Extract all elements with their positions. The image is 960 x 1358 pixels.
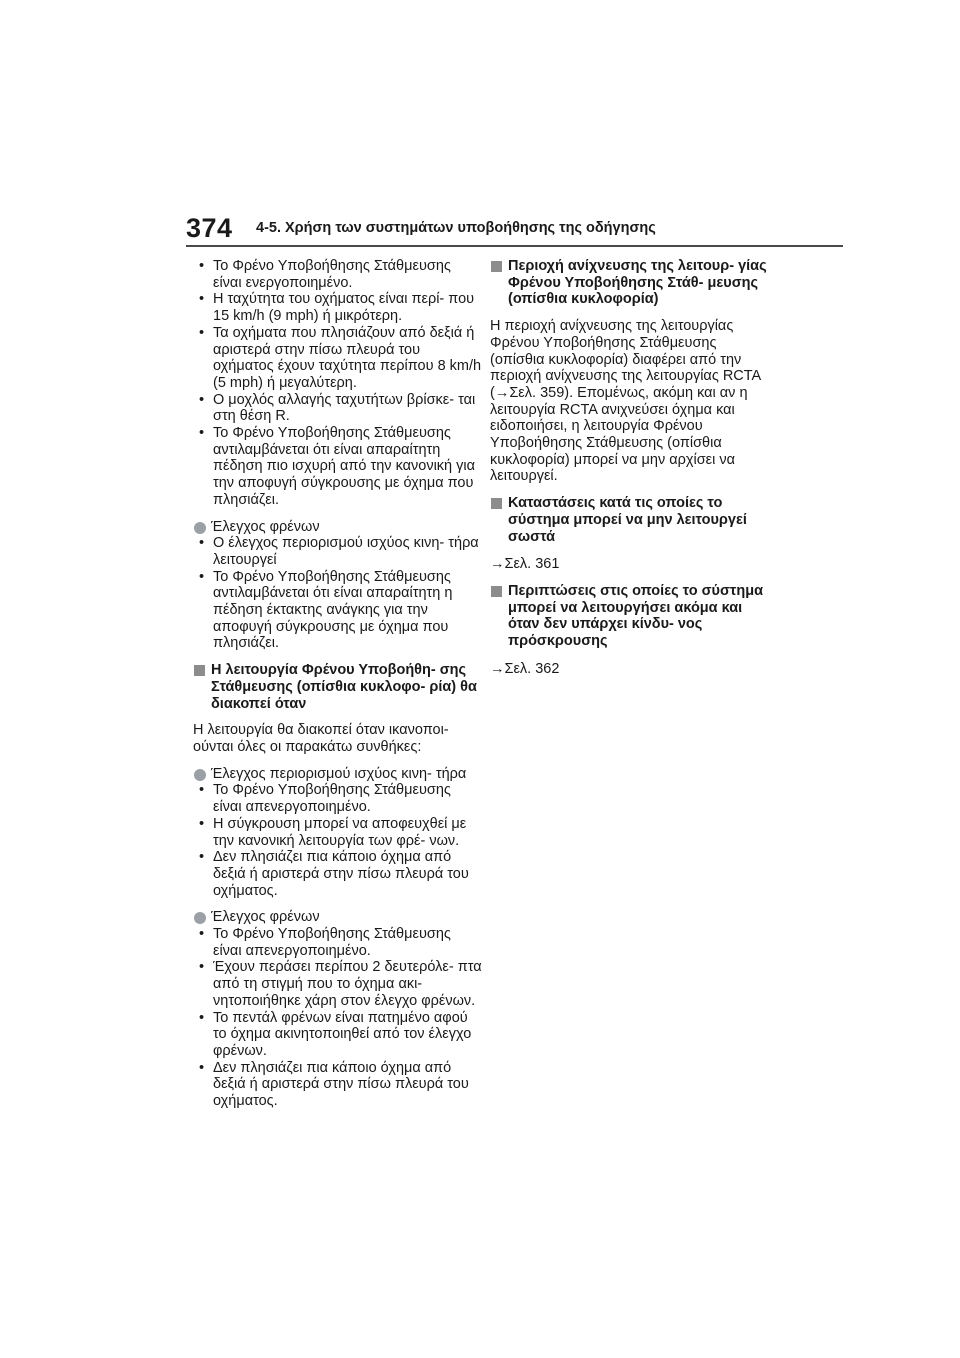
page-number: 374 xyxy=(186,213,233,243)
paragraph: Η λειτουργία θα διακοπεί όταν ικανοποι- ούνται όλες οι παρακάτω συνθήκες: xyxy=(193,722,449,755)
square-bullet-icon xyxy=(491,498,502,509)
list-item: • Το Φρένο Υποβοήθησης Στάθμευσης αντιλαμβάνεται ότι είναι απαραίτητη η πέδηση έκτακτης ανάγκης για την αποφυγή σύγκρουσης με όχημα που πλησιάζει. xyxy=(199,568,453,652)
bullet-icon: • xyxy=(199,849,205,866)
section-heading-no-danger: Περιπτώσεις στις οποίες το σύστημα μπορεί να λειτουργήσει ακόμα και όταν δεν υπάρχει κίνδυ- νος πρόσκρουσης xyxy=(490,583,770,650)
list-item: • Ο έλεγχος περιορισμού ισχύος κινη- τήρα λειτουργεί xyxy=(199,535,479,568)
subheading-power-control: Έλεγχος περιορισμού ισχύος κινη- τήρα xyxy=(193,766,483,783)
bullet-icon: • xyxy=(199,535,205,552)
bullet-icon: • xyxy=(199,926,205,943)
list-item: • Δεν πλησιάζει πια κάποιο όχημα από δεξιά ή αριστερά στην πίσω πλευρά του οχήματος. xyxy=(199,849,469,899)
square-bullet-icon xyxy=(194,665,205,676)
list-item: • Έχουν περάσει περίπου 2 δευτερόλε- πτα από τη στιγμή που το όχημα ακι- νητοποιήθηκε χάρη στον έλεγχο φρένων. xyxy=(199,959,482,1009)
list-item: • Το Φρένο Υποβοήθησης Στάθμευσης είναι απενεργοποιημένο. xyxy=(199,782,451,816)
bullet-icon: • xyxy=(199,782,205,799)
bullet-icon: • xyxy=(199,324,205,341)
section-heading-malfunction: Καταστάσεις κατά τις οποίες το σύστημα μπορεί να μην λειτουργεί σωστά xyxy=(490,495,770,545)
page-header xyxy=(186,214,843,246)
section-heading-stop: Η λειτουργία Φρένου Υποβοήθη- σης Στάθμευσης (οπίσθια κυκλοφο- ρία) θα διακοπεί όταν xyxy=(193,662,483,712)
bullet-icon: • xyxy=(199,291,205,308)
header-rule xyxy=(186,245,843,247)
list-item: • Το Φρένο Υποβοήθησης Στάθμευσης είναι ενεργοποιημένο. xyxy=(199,258,451,291)
list-item: • Το πεντάλ φρένων είναι πατημένο αφού το όχημα ακινητοποιηθεί από τον έλεγχο φρένων. xyxy=(199,1009,472,1059)
bullet-icon: • xyxy=(199,1009,205,1026)
bullet-icon: • xyxy=(199,568,205,585)
list-item: • Τα οχήματα που πλησιάζουν από δεξιά ή αριστερά στην πίσω πλευρά του οχήματος έχουν ταχύτητα περίπου 8 km/h (5 mph) ή μεγαλύτερη. xyxy=(199,324,482,391)
circle-bullet-icon xyxy=(194,912,206,924)
bullet-icon: • xyxy=(199,959,205,976)
list-item: • Η ταχύτητα του οχήματος είναι περί- που 15 km/h (9 mph) ή μικρότερη. xyxy=(199,291,475,325)
square-bullet-icon xyxy=(491,586,502,597)
square-bullet-icon xyxy=(491,261,502,272)
chapter-title: 4-5. Χρήση των συστημάτων υποβοήθησης της οδήγησης xyxy=(256,220,656,236)
list-item: • Η σύγκρουση μπορεί να αποφευχθεί με την κανονική λειτουργία των φρέ- νων. xyxy=(199,815,467,849)
page-reference-link[interactable]: →Σελ. 361 xyxy=(490,556,560,573)
list-item: • Το Φρένο Υποβοήθησης Στάθμευσης αντιλαμβάνεται ότι είναι απαραίτητη πέδηση πιο ισχυρή από την κανονική για την αποφυγή σύγκρουσης με όχημα που πλησιάζει. xyxy=(199,425,476,508)
list-item: • Ο μοχλός αλλαγής ταχυτήτων βρίσκε- ται στη θέση R. xyxy=(199,391,476,425)
page-reference-link[interactable]: →Σελ. 362 xyxy=(490,660,560,677)
left-column xyxy=(193,258,483,1110)
bullet-icon: • xyxy=(199,1059,205,1076)
list-item: • Το Φρένο Υποβοήθησης Στάθμευσης είναι απενεργοποιημένο. xyxy=(199,926,451,959)
bullet-icon: • xyxy=(199,425,205,442)
circle-bullet-icon xyxy=(194,769,206,781)
bullet-icon: • xyxy=(199,391,205,408)
right-column xyxy=(490,258,770,677)
subheading-brake-control: Έλεγχος φρένων xyxy=(193,519,483,536)
paragraph: Η περιοχή ανίχνευσης της λειτουργίας Φρένου Υποβοήθησης Στάθμευσης (οπίσθια κυκλοφορία) διαφέρει από την περιοχή ανίχνευσης της λειτουργίας RCTA (→Σελ. 359). Επομένως, ακόμη και αν η λειτουργία RCTA ανιχνεύσει όχημα και ειδοποιήσει, η λειτουργία Φρένου Υποβοήθησης Στάθμευσης (οπίσθια κυκλοφορία) μπορεί να μην αρχίσει να λειτουργεί. xyxy=(490,318,761,485)
list-item: • Δεν πλησιάζει πια κάποιο όχημα από δεξιά ή αριστερά στην πίσω πλευρά του οχήματος. xyxy=(199,1059,469,1110)
section-heading-area: Περιοχή ανίχνευσης της λειτουρ- γίας Φρένου Υποβοήθησης Στάθ- μευσης (οπίσθια κυκλοφορία) xyxy=(490,258,770,308)
subheading-brake-control-2: Έλεγχος φρένων xyxy=(193,909,483,926)
circle-bullet-icon xyxy=(194,522,206,534)
bullet-icon: • xyxy=(199,258,205,274)
bullet-icon: • xyxy=(199,815,205,832)
